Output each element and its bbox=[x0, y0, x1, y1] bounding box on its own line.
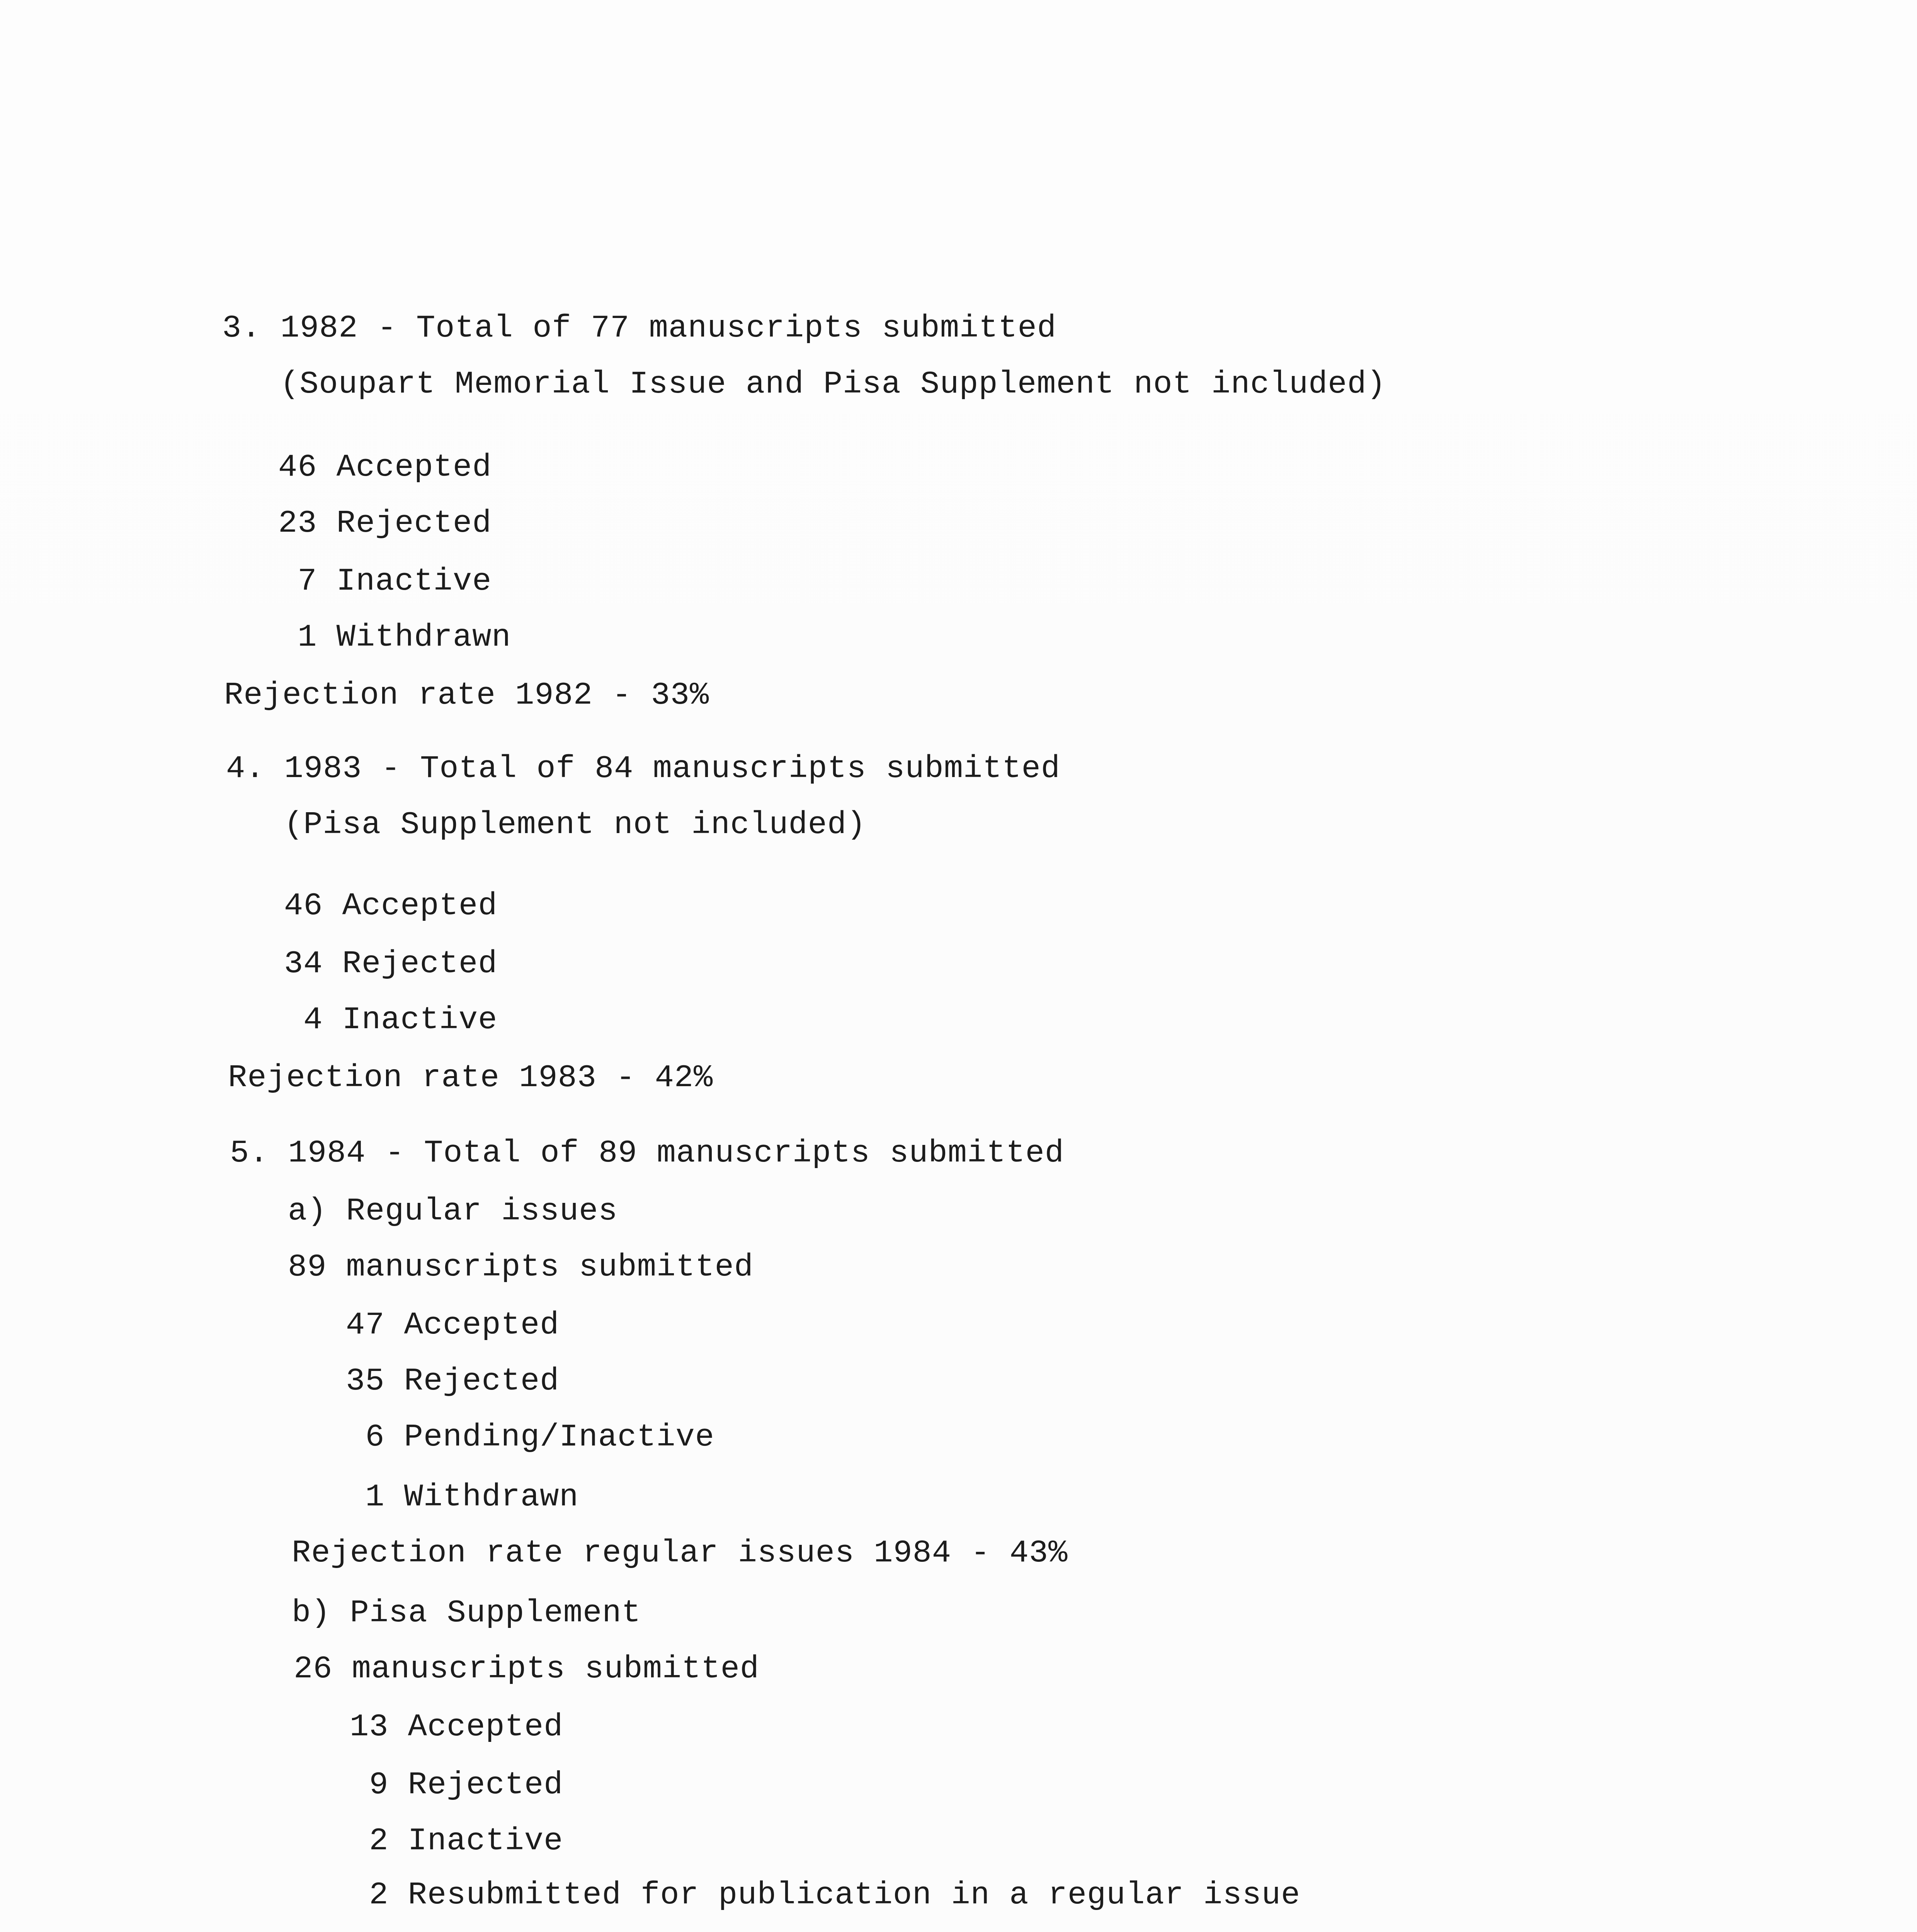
section-1984-regular-submitted: 89 manuscripts submitted bbox=[288, 1249, 754, 1285]
rejection-rate-1983: Rejection rate 1983 - 42% bbox=[228, 1060, 713, 1096]
stat-1984-pisa-resubmitted: 2 Resubmitted for publication in a regular issue bbox=[350, 1877, 1301, 1913]
stat-1982-inactive: 7 Inactive bbox=[278, 563, 492, 599]
section-1982-heading: 3. 1982 - Total of 77 manuscripts submitted bbox=[222, 310, 1056, 346]
rejection-rate-1982: Rejection rate 1982 - 33% bbox=[224, 677, 709, 713]
stat-1983-rejected: 34 Rejected bbox=[284, 946, 498, 982]
stat-1982-withdrawn: 1 Withdrawn bbox=[278, 619, 511, 655]
stat-1984-pisa-accepted: 13 Accepted bbox=[350, 1709, 563, 1745]
stat-1984-pisa-rejected: 9 Rejected bbox=[350, 1767, 563, 1803]
section-1983-note: (Pisa Supplement not included) bbox=[284, 807, 866, 843]
section-1984-pisa-submitted: 26 manuscripts submitted bbox=[294, 1651, 759, 1687]
section-1984-heading: 5. 1984 - Total of 89 manuscripts submitted bbox=[230, 1135, 1064, 1171]
stat-1982-accepted: 46 Accepted bbox=[278, 449, 492, 485]
stat-1983-inactive: 4 Inactive bbox=[284, 1002, 498, 1038]
section-1984-pisa: b) Pisa Supplement bbox=[292, 1595, 641, 1631]
stat-1983-accepted: 46 Accepted bbox=[284, 888, 498, 924]
stat-1984-regular-accepted: 47 Accepted bbox=[346, 1307, 560, 1343]
section-1982-note: (Soupart Memorial Issue and Pisa Supplement not included) bbox=[280, 366, 1386, 402]
stat-1984-regular-rejected: 35 Rejected bbox=[346, 1363, 560, 1399]
section-1984-regular: a) Regular issues bbox=[288, 1193, 618, 1229]
section-1983-heading: 4. 1983 - Total of 84 manuscripts submitted bbox=[226, 751, 1060, 787]
stat-1984-pisa-inactive: 2 Inactive bbox=[350, 1823, 563, 1859]
stat-1984-regular-pending: 6 Pending/Inactive bbox=[346, 1419, 714, 1455]
stat-1982-rejected: 23 Rejected bbox=[278, 505, 492, 541]
stat-1984-regular-withdrawn: 1 Withdrawn bbox=[346, 1479, 579, 1515]
rejection-rate-1984-regular: Rejection rate regular issues 1984 - 43% bbox=[292, 1535, 1068, 1571]
